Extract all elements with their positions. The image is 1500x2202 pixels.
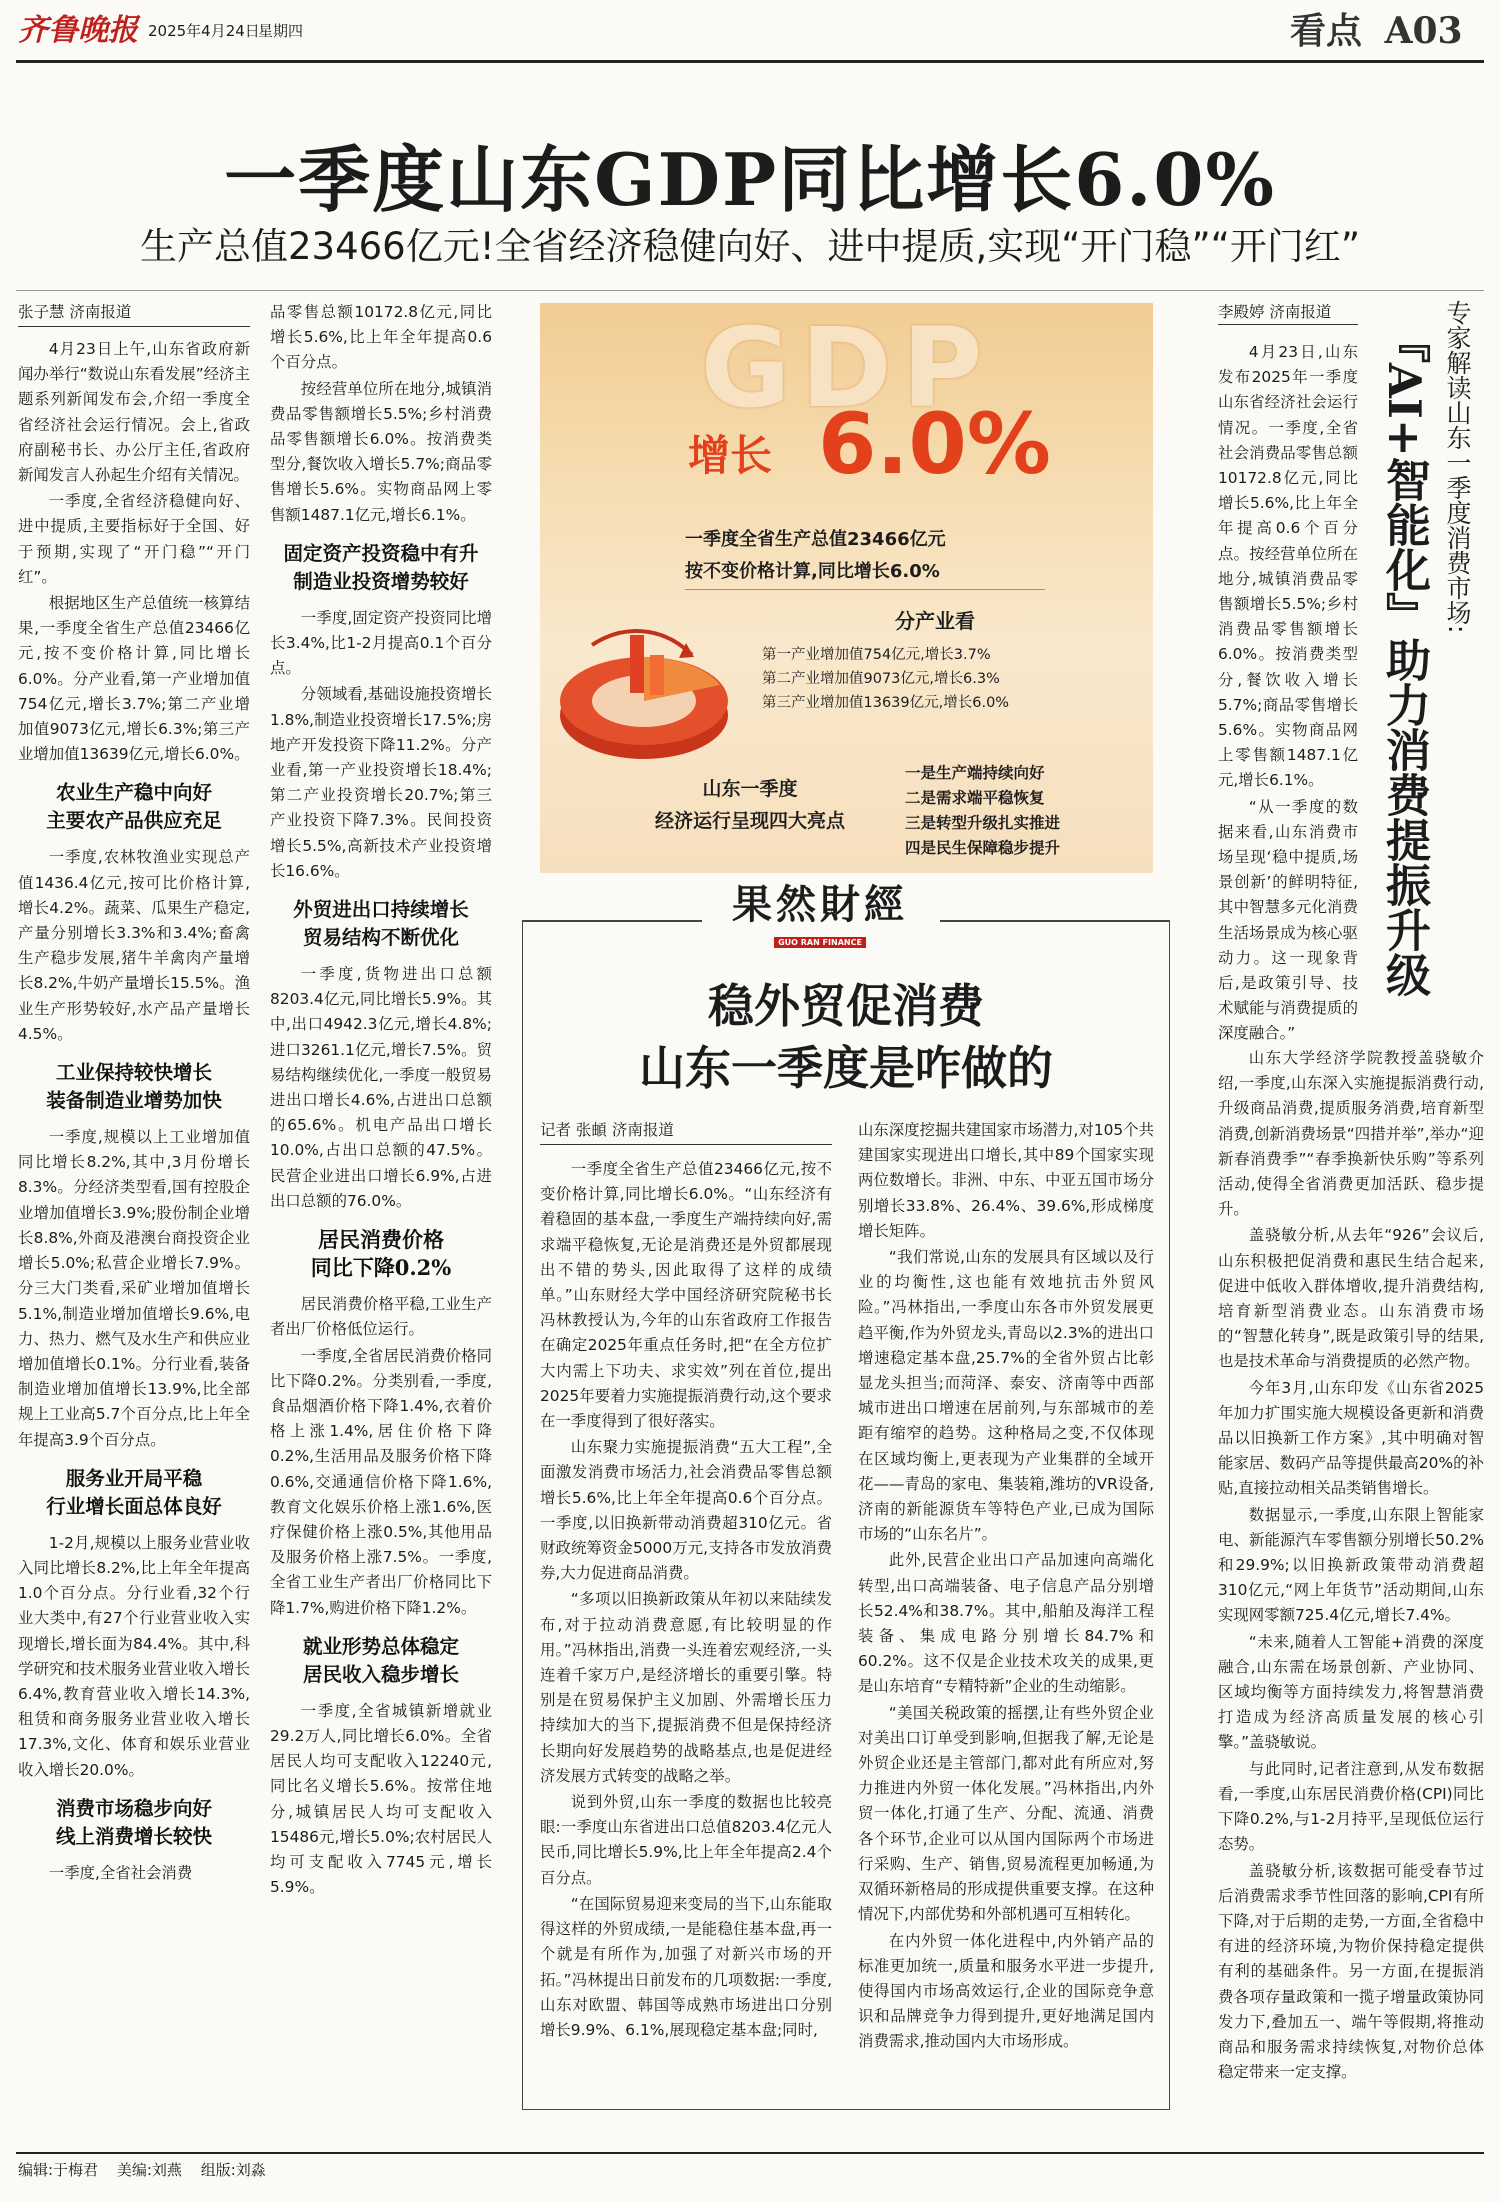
gdp-line-1: 一季度全省生产总值23466亿元	[685, 529, 946, 550]
point-item: 二是需求端平稳恢复	[905, 789, 1045, 807]
paragraph: 盖骁敏分析,该数据可能受春节过后消费需求季节性回落的影响,CPI有所下降,对于后期的走势,一方面,全省稳中有进的经济环境,为物价保持稳定提供有利的基础条件。另一方面,在提振消费各项存量政策和一揽子增量政策协同发力下,叠加五一、端午等假期,将推动商品和服务需求持续恢复,对物价总体稳定带来一定支撑。	[1218, 1861, 1484, 2082]
issue-weekday: 星期四	[258, 22, 304, 40]
sector-line: 第三产业增加值13639亿元,增长6.0%	[762, 695, 1010, 711]
paragraph: 一季度,农林牧渔业实现总产值1436.4亿元,按可比价格计算,增长4.2%。蔬菜、瓜果生产稳定,产量分别增长3.3%和3.4%;畜禽生产稳步发展,猪牛羊禽肉产量增长8.2%,牛奶产量增长15.5%。渔业生产形势较好,水产品产量增长4.5%。	[18, 848, 250, 1043]
byline: 张子慧 济南报道	[18, 300, 250, 327]
brand-logo	[705, 880, 935, 949]
subheading-line: 主要农产品供应充足	[46, 809, 222, 833]
paragraph: 一季度,固定资产投资同比增长3.4%,比1-2月提高0.1个百分点。	[270, 608, 492, 678]
gdp-big-text: GDP	[700, 304, 993, 432]
subheading-line: 居民消费价格	[318, 1227, 444, 1253]
paragraph: 品零售总额10172.8亿元,同比增长5.6%,比上年全年提高0.6个百分点。	[270, 303, 492, 372]
paragraph: 一季度,全省城镇新增就业29.2万人,同比增长6.0%。全省居民人均可支配收入12240元,同比名义增长5.6%。按常住地分,城镇居民人均可支配收入15486元,增长5.0%;农村居民人均可支配收入7745元,增长5.9%。	[270, 1701, 492, 1897]
paragraph: 盖骁敏分析,从去年“926”会议后,山东积极把促消费和惠民生结合起来,促进中低收入群体增收,提升消费结构,培育新型消费业态。山东消费市场的“智慧化转身”,既是政策引导的结果,也是技术革命与消费提质的必然产物。	[1218, 1226, 1484, 1371]
vertical-kicker: 专家解读山东一季度消费市场:	[1443, 300, 1472, 634]
growth-label: 增长	[688, 431, 773, 480]
footer-credits	[18, 2158, 266, 2182]
subheading	[18, 1465, 250, 1521]
subheading	[18, 1059, 250, 1115]
highlight-points	[905, 761, 1145, 861]
subheading-line: 装备制造业增势加快	[46, 1089, 222, 1113]
subheading	[270, 540, 492, 596]
brand-name: 果然財經	[732, 881, 908, 928]
paragraph: 一季度,全省居民消费价格同比下降0.2%。分类别看,一季度,食品烟酒价格下降1.4%,衣着价格上涨1.4%,居住价格下降0.2%,生活用品及服务价格下降0.6%,交通通信价格下降1.6%,教育文化娱乐价格上涨1.6%,医疗保健价格上涨0.5%,其他用品及服务价格上涨7.5%。一季度,全省工业生产者出厂价格同比下降1.7%,购进价格下降1.2%。	[270, 1346, 492, 1617]
feature-title	[522, 975, 1170, 1099]
paragraph: 4月23日上午,山东省政府新闻办举行“数说山东看发展”经济主题系列新闻发布会,介绍一季度全省经济社会运行情况。会上,省政府副秘书长、办公厅主任,省政府新闻发言人孙起生介绍有关情况。	[18, 340, 250, 485]
column-2	[270, 300, 492, 1901]
subheading-line: 同比下降0.2%	[310, 1255, 452, 1281]
sector-line: 第一产业增加值754亿元,增长3.7%	[762, 647, 991, 663]
right-column-top-text	[1218, 340, 1358, 1048]
right-column-body	[1218, 1046, 1484, 2086]
main-subheadline: 生产总值23466亿元!全省经济稳健向好、进中提质,实现“开门稳”“开门红”	[140, 225, 1360, 268]
paragraph: 一季度全省生产总值23466亿元,按不变价格计算,同比增长6.0%。“山东经济有着稳固的基本盘,一季度生产端持续向好,需求端平稳恢复,无论是消费还是外贸都展现出不错的势头,因此取得了这样的成绩单。”山东财经大学中国经济研究院秘书长冯林教授认为,今年的山东省政府工作报告在确定2025年重点任务时,把“在全方位扩大内需上下功夫、求实效”列在首位,提出2025年要着力实施提振消费行动,这个要求在一季度得到了很好落实。	[540, 1160, 832, 1431]
paragraph: 今年3月,山东印发《山东省2025年加力扩围实施大规模设备更新和消费品以旧换新工作方案》,其中明确对智能家居、数码产品等提供最高20%的补贴,直接拉动相关品类销售增长。	[1218, 1378, 1484, 1498]
paragraph: 山东聚力实施提振消费“五大工程”,全面激发消费市场活力,社会消费品零售总额增长5.6%,比上年全年提高0.6个百分点。一季度,以旧换新带动消费超310亿元。省财政统筹资金5000万元,支持各市发放消费券,大力促进商品消费。	[540, 1438, 832, 1583]
paragraph: 居民消费价格平稳,工业生产者出厂价格低位运行。	[270, 1295, 492, 1339]
vertical-headline: 『AI+智能化』助力消费提振升级	[1378, 318, 1431, 997]
column-1	[18, 300, 250, 1887]
subheading-line: 农业生产稳中向好	[55, 781, 212, 805]
point-item: 一是生产端持续向好	[905, 764, 1045, 782]
paragraph: 按经营单位所在地分,城镇消费品零售额增长5.5%;乡村消费品零售额增长6.0%。按消费类型分,餐饮收入增长5.7%;商品零售增长5.6%。实物商品网上零售额1487.1亿元,增长6.1%。	[270, 379, 492, 524]
feature-top-rule	[940, 920, 1170, 922]
paragraph: 1-2月,规模以上服务业营业收入同比增长8.2%,比上年全年提高1.0个百分点。分行业看,32个行业大类中,有27个行业营业收入实现增长,增长面为84.4%。其中,科学研究和技术服务业营业收入增长6.4%,教育营业收入增长14.3%,租赁和商务服务业营业收入增长17.3%,文化、体育和娱乐业营业收入增长20.0%。	[18, 1533, 250, 1779]
section-name: 看点	[1290, 10, 1363, 52]
point-item: 三是转型升级扎实推进	[905, 814, 1061, 832]
sector-title: 分产业看	[895, 609, 975, 633]
paragraph: “未来,随着人工智能+消费的深度融合,山东需在场景创新、产业协同、区域均衡等方面持续发力,将智慧消费打造成为经济高质量发展的核心引擎。”盖骁敏说。	[1218, 1632, 1484, 1752]
subheading-line: 贸易结构不断优化	[302, 926, 459, 950]
subheading	[18, 779, 250, 835]
header-rule	[16, 60, 1484, 63]
paragraph: 山东大学经济学院教授盖骁敏介绍,一季度,山东深入实施提振消费行动,升级商品消费,提质服务消费,培育新型消费,创新消费场景“四措并举”,举办“迎新春消费季”“春季换新快乐购”等系列活动,使得全省消费更加活跃、稳步提升。	[1218, 1049, 1484, 1219]
divider	[685, 589, 1045, 590]
subheading-line: 制造业投资增势较好	[293, 569, 469, 593]
highlight-line: 山东一季度	[702, 778, 798, 800]
paragraph: 此外,民营企业出口产品加速向高端化转型,出口高端装备、电子信息产品分别增长52.4%和38.7%。其中,船舶及海洋工程装备、集成电路分别增长84.7%和60.2%。这不仅是企业技术攻关的成果,更是山东培育“专精特新”企业的生动缩影。	[858, 1551, 1154, 1696]
paragraph: “从一季度的数据来看,山东消费市场呈现‘稳中提质,场景创新’的鲜明特征,其中智慧多元化消费生活场景成为核心驱动力。这一现象背后,是政策引导、技术赋能与消费提质的深度融合。”	[1218, 797, 1358, 1043]
subheading-line: 居民收入稳步增长	[302, 1662, 459, 1686]
feature-title-line: 稳外贸促消费	[708, 979, 984, 1033]
sector-box	[762, 643, 1134, 715]
headline-rule	[16, 290, 1484, 291]
designer-credit: 美编:刘燕	[116, 2161, 182, 2179]
gdp-infographic	[540, 303, 1153, 873]
paragraph: 分领域看,基础设施投资增长1.8%,制造业投资增长17.5%;房地产开发投资下降11.2%。分产业看,第一产业投资增长18.4%;第二产业投资增长20.7%;第三产业投资下降7.3%。民间投资增长5.5%,高新技术产业投资增长16.6%。	[270, 685, 492, 880]
subheading	[270, 896, 492, 952]
brand-english: GUO RAN FINANCE	[774, 937, 866, 948]
subheading	[18, 1795, 250, 1851]
paragraph: 数据显示,一季度,山东限上智能家电、新能源汽车零售额分别增长50.2%和29.9%;以旧换新政策带动消费超310亿元,“网上年货节”活动期间,山东实现网零额725.4亿元,增长7.4%。	[1218, 1505, 1484, 1625]
proof-credit: 组版:刘淼	[200, 2161, 266, 2179]
issue-date: 2025年4月24日	[148, 22, 260, 40]
main-headline: 一季度山东GDP同比增长6.0%	[224, 137, 1276, 222]
byline: 记者 张頔 济南报道	[540, 1118, 832, 1145]
paragraph: 一季度,货物进出口总额8203.4亿元,同比增长5.9%。其中,出口4942.3亿元,增长4.8%;进口3261.1亿元,增长7.5%。贸易结构继续优化,一季度一般贸易进出口增长4.6%,占进出口总额的65.6%。机电产品出口增长10.0%,占出口总额的47.5%。民营企业进出口增长6.9%,占进出口总额的76.0%。	[270, 965, 492, 1210]
highlight-line: 经济运行呈现四大亮点	[654, 810, 845, 832]
editor-credit: 编辑:于梅君	[18, 2161, 99, 2179]
subheading	[270, 1633, 492, 1689]
subheading-line: 消费市场稳步向好	[55, 1796, 212, 1820]
sector-line: 第二产业增加值9073亿元,增长6.3%	[762, 671, 1000, 687]
feature-title-line: 山东一季度是咋做的	[639, 1041, 1053, 1095]
pie-chart-icon	[552, 615, 742, 775]
subheading-line: 就业形势总体稳定	[302, 1634, 459, 1658]
feature-top-rule	[522, 920, 702, 922]
footer-rule	[16, 2152, 1484, 2154]
subheading-line: 线上消费增长较快	[55, 1824, 212, 1848]
subheading-line: 服务业开局平稳	[65, 1466, 203, 1490]
subheading-line: 外贸进出口持续增长	[293, 898, 469, 922]
paragraph: “在国际贸易迎来变局的当下,山东能取得这样的外贸成绩,一是能稳住基本盘,再一个就是有所作为,加强了对新兴市场的开拓。”冯林提出日前发布的几项数据:一季度,山东对欧盟、韩国等成熟市场进出口分别增长9.9%、6.1%,展现稳定基本盘;同时,	[540, 1894, 832, 2039]
paragraph: “美国关税政策的摇摆,让有些外贸企业对美出口订单受到影响,但据我了解,无论是外贸企业还是主管部门,都对此有所应对,努力推进内外贸一体化发展。”冯林指出,内外贸一体化,打通了生产、分配、流通、消费各个环节,企业可以从国内国际两个市场进行采购、生产、销售,贸易流程更加畅通,为双循环新格局的形成提供重要支撑。在这种情况下,内部优势和外部机遇可互相转化。	[858, 1703, 1154, 1924]
subheading-line: 固定资产投资稳中有升	[283, 541, 479, 565]
feature-right-column	[858, 1118, 1154, 2056]
paragraph: 与此同时,记者注意到,从发布数据看,一季度,山东居民消费价格(CPI)同比下降0.2%,与1-2月持平,呈现低位运行态势。	[1218, 1759, 1484, 1854]
section-label	[1290, 4, 1463, 58]
paragraph: 一季度,全省社会消费	[48, 1863, 193, 1882]
paragraph: “我们常说,山东的发展具有区域以及行业的均衡性,这也能有效地抗击外贸风险。”冯林指出,一季度山东各市外贸发展更趋平衡,作为外贸龙头,青岛以2.3%的进出口增速稳定基本盘,25.7%的全省外贸占比彰显龙头担当;而菏泽、泰安、济南等中西部城市进出口增速在居前列,与东部城市的差距有缩窄的趋势。这种格局之变,不仅体现在区域均衡上,更表现为产业集群的全域开花——青岛的家电、集装箱,潍坊的VR设备,济南的新能源货车等特色产业,已成为国际市场的“山东名片”。	[858, 1248, 1154, 1544]
subheading-line: 工业保持较快增长	[55, 1061, 212, 1085]
paragraph: 4月23日,山东发布2025年一季度山东省经济社会运行情况。一季度,全省社会消费品零售总额10172.8亿元,同比增长5.6%,比上年全年提高0.6个百分点。按经营单位所在地分,城镇消费品零售额增长5.5%;乡村消费品零售额增长6.0%。按消费类型分,餐饮收入增长5.7%;商品零售增长5.6%。实物商品网上零售额1487.1亿元,增长6.1%。	[1218, 343, 1358, 790]
paragraph: 在内外贸一体化进程中,内外销产品的标准更加统一,质量和服务水平进一步提升,使得国内市场高效运行,企业的国际竞争意识和品牌竞争力得到提升,更好地满足国内消费需求,推动国内大市场形成。	[858, 1931, 1154, 2051]
paragraph: 一季度,全省经济稳健向好、进中提质,主要指标好于全国、好于预期,实现了“开门稳”“开门红”。	[18, 492, 250, 586]
right-column-byline: 李殿婷 济南报道	[1218, 300, 1358, 325]
feature-left-column	[540, 1118, 832, 2044]
point-item: 四是民生保障稳步提升	[905, 839, 1061, 857]
paragraph: “多项以旧换新政策从年初以来陆续发布,对于拉动消费意愿,有比较明显的作用。”冯林指出,消费一头连着宏观经济,一头连着千家万户,是经济增长的重要引擎。特别是在贸易保护主义加剧、外需增长压力持续加大的当下,提振消费不但是保持经济长期向好发展趋势的战略基点,也是促进经济发展方式转变的战略之举。	[540, 1590, 832, 1785]
paragraph: 根据地区生产总值统一核算结果,一季度全省生产总值23466亿元,按不变价格计算,同比增长6.0%。分产业看,第一产业增加值754亿元,增长3.7%;第二产业增加值9073亿元,增长6.3%;第三产业增加值13639亿元,增长6.0%。	[18, 594, 250, 764]
paragraph: 山东深度挖掘共建国家市场潜力,对105个共建国家实现进出口增长,其中89个国家实现两位数增长。非洲、中东、中亚五国市场分别增长33.8%、26.4%、39.6%,形成梯度增长矩阵。	[858, 1121, 1154, 1240]
paragraph: 说到外贸,山东一季度的数据也比较亮眼:一季度山东省进出口总值8203.4亿元人民币,同比增长5.9%,比上年全年提高2.4个百分点。	[540, 1793, 832, 1887]
highlight-box	[650, 773, 850, 837]
gdp-line-2: 按不变价格计算,同比增长6.0%	[685, 561, 940, 582]
paragraph: 一季度,规模以上工业增加值同比增长8.2%,其中,3月份增长8.3%。分经济类型看,国有控股企业增加值增长3.9%;股份制企业增长8.8%,外商及港澳台商投资企业增长5.0%;私营企业增长7.9%。分三大门类看,采矿业增加值增长5.1%,制造业增加值增长9.6%,电力、热力、燃气及水生产和供应业增加值增长0.1%。分行业看,装备制造业增加值增长13.9%,比全部规上工业高5.7个百分点,比上年全年提高3.9个百分点。	[18, 1128, 250, 1449]
growth-value: 6.0%	[818, 395, 1051, 493]
masthead-logo: 齐鲁晚报	[18, 13, 138, 48]
page-number: A03	[1384, 10, 1463, 52]
subheading	[270, 1226, 492, 1282]
subheading-line: 行业增长面总体良好	[46, 1494, 222, 1518]
